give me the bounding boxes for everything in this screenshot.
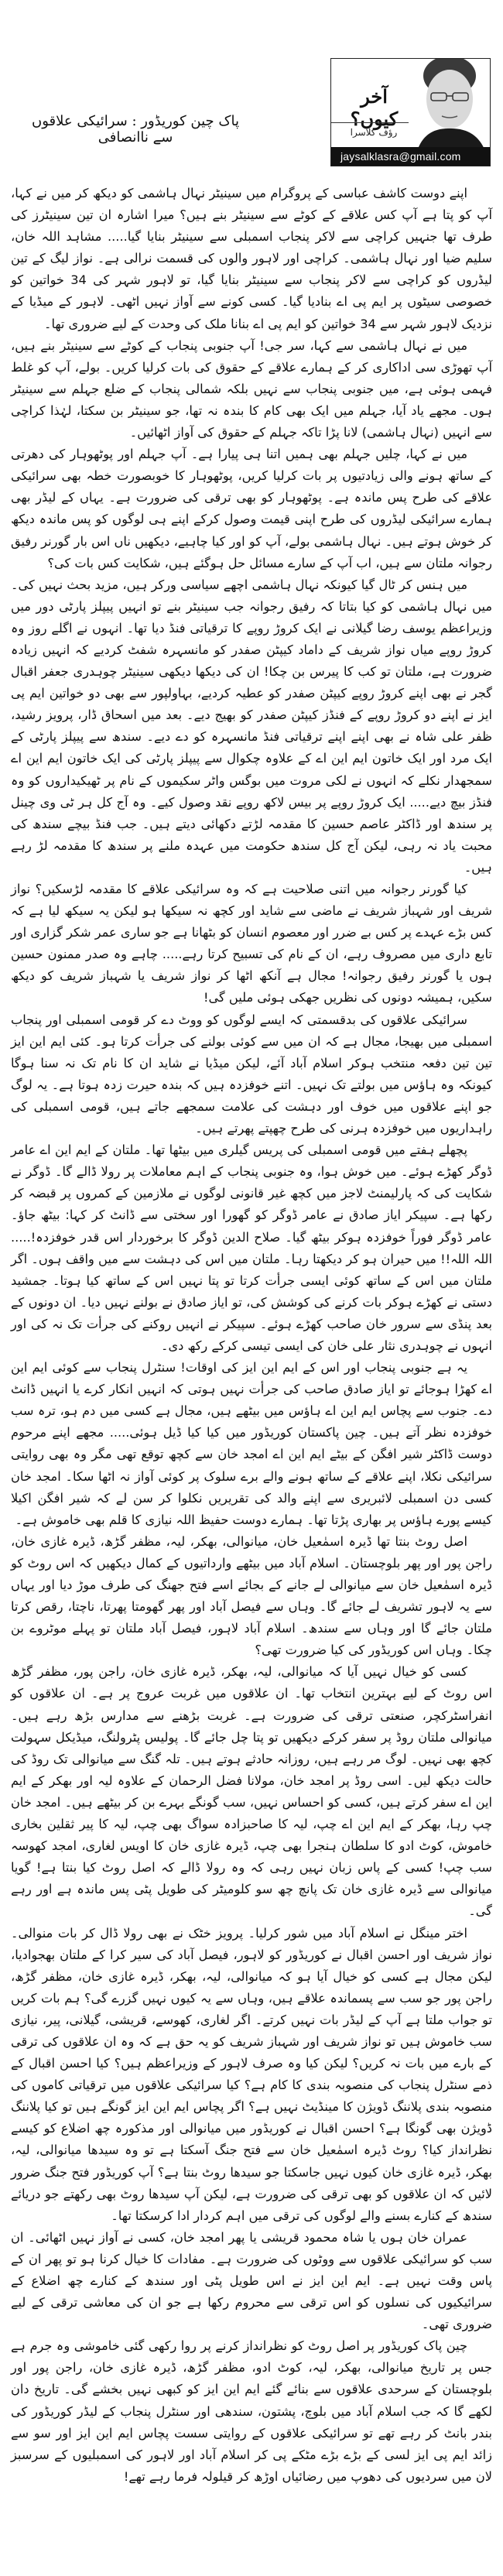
paragraph: سرائیکی علاقوں کی بدقسمتی کہ ایسے لوگوں کو ووٹ دے کر قومی اسمبلی اور پنجاب اسمبلی میں بھیجا، مجال ہے کہ ان میں سے کوئی بولنے کی جرأت کرتا ہو۔ کئی ایم این ایز تین تین دفعہ منتخب ہوکر اسلام آباد آئے، لیکن میڈیا نے شاید ان کا نام تک نہ سنا ہوگا کیونکہ وہ ہاؤس میں بولتے تک نہیں۔ اتنے خوفزدہ ہیں کہ بندہ حیرت زدہ ہوتا ہے۔ یہ لوگ جو اپنے علاقوں میں خوف اور دہشت کی علامت سمجھے جاتے ہیں، قومی اسمبلی کی راہداریوں میں خوفزدہ ہرنی کی طرح چھپتے پھرتے ہیں۔	[11, 1012, 492, 1136]
paragraph: میں ہنس کر ٹال گیا کیونکہ نہال ہاشمی اچھے سیاسی ورکر ہیں، مزید بحث نہیں کی۔ میں نہال ہاشمی کو کیا بتاتا کہ رفیق رجوانہ جب سینیٹر بنے تو انہیں پیپلز پارٹی دور میں وزیراعظم یوسف رضا گیلانی نے ایک کروڑ روپے کا ترقیاتی فنڈ دیا تھا۔ انہوں نے اگلے روز وہ کروڑ روپے میاں نواز شریف کے داماد کیپٹن صفدر کو مانسہرہ شفٹ کردیے کہ انہیں زیادہ ضرورت ہے، ملتان تو کب کا پیرس بن چکا! ان کی دیکھا دیکھی سینیٹر چوہدری جعفر اقبال گجر نے بھی اپنے کروڑ روپے کیپٹن صفدر کو عطیہ کردیے، بہاولپور سے بھی دو خواتین ایم پی ایز نے اپنے دو کروڑ روپے کے فنڈز کیپٹن صفدر کو بھیج دیے۔ بعد میں اسحاق ڈار، پرویز رشید، ظفر علی شاہ نے بھی اپنے اپنے ترقیاتی فنڈ مانسہرہ کو دے دیے۔ سندھ سے پیپلز پارٹی کے ایک مرد اور ایک خاتون ایم این اے کے علاوہ چکوال سے پیپلز پارٹی کی ایک خاتون ایم این اے سمجھدار نکلے کہ انہوں نے لکی مروت میں بوگس واٹر سکیموں کے نام پر ٹھیکیداروں کو وہ فنڈز بیچ دیے..... ایک کروڑ روپے پر بیس لاکھ روپے نقد وصول کیے۔ وہ آج کل ہر ٹی وی چینل پر سندھ اور ڈاکٹر عاصم حسین کا مقدمہ لڑتے دکھائی دیتے ہیں۔ جب فنڈ بیچے سندھ کی محبت یاد نہ رہی، لیکن آج کل سندھ حکومت میں عہدہ ملنے پر سندھ کا مقدمہ لڑ رہے ہیں۔	[11, 577, 492, 875]
column-header	[330, 58, 491, 166]
paragraph: کیا گورنر رجوانہ میں اتنی صلاحیت ہے کہ وہ سرائیکی علاقے کا مقدمہ لڑسکیں؟ نواز شریف اور شہباز شریف نے ماضی سے شاید اور کچھ نہ سیکھا ہو لیکن یہ سیکھ لیا ہے کہ کس بڑے عہدے پر کس بے ضرر اور معصوم انسان کو بٹھانا ہے جو ساری عمر شکر گزاری اور تابع داری میں مصروف رہے، ان کے نام کی تسبیح کرتا رہے..... چاہے وہ صدر ممنون حسین ہوں یا گورنر رفیق رجوانہ! مجال ہے آنکھ اٹھا کر نواز شریف یا شہباز شریف کو دیکھ سکیں، ہمیشہ دونوں کی نظریں جھکی ہوئی ملیں گی!	[11, 882, 492, 1005]
author-email: jaysalklasra@gmail.com	[331, 147, 490, 166]
paragraph: یہ ہے جنوبی پنجاب اور اس کے ایم این ایز کی اوقات! سنٹرل پنجاب سے کوئی ایم این اے کھڑا ہوجائے تو ایاز صادق صاحب کی جرأت نہیں ہوتی کہ انہیں انکار کرے یا انہیں ڈانٹ دے۔ جنوب سے پچاس ایم این اے ہاؤس میں بیٹھے ہیں، مجال ہے کسی میں دم ہو، ترہ سب خوفزدہ نظر آتے ہیں۔ چین پاکستان کوریڈور میں کیا کیا ڈیل ہوئی..... مجھے اپنے مرحوم دوست ڈاکٹر شیر افگن کے بیٹے ایم این اے امجد خان سے کچھ توقع تھی مگر وہ بھی روایتی سرائیکی نکلا، اپنے علاقے کے ساتھ ہونے والے برے سلوک پر کوئی آواز نہ اٹھا سکا۔ امجد خان کسی دن اسمبلی لائبریری سے اپنے والد کی تقریریں نکلوا کر سن لے کہ شیر افگن اکیلا کیسے پورے ہاؤس پر بھاری پڑتا تھا۔ ہمارے دوست حفیظ اللہ نیازی کا قلم بھی خاموش ہے۔	[11, 1360, 492, 1527]
divider	[331, 122, 409, 123]
paragraph: اختر مینگل نے اسلام آباد میں شور کرلیا۔ پرویز خٹک نے بھی رولا ڈال کر بات منوالی۔ نواز شریف اور احسن اقبال نے کوریڈور کو لاہور، فیصل آباد کی سیر کرا کے ملتان بھجوادیا، لیکن مجال ہے کسی کو خیال آیا ہو کہ میانوالی، لیہ، بھکر، ڈیرہ غازی خان، مظفر گڑھ، راجن پور جو سب سے پسماندہ علاقے ہیں، وہاں سے یہ کیوں نہیں گزرے گی؟ ہم بات کریں تو جواب ملتا ہے آپ کے لیڈر بات نہیں کرتے۔ اگر لغاری، کھوسے، قریشی، گیلانی، پیر، نیازی سب خاموش ہیں تو نواز شریف اور شہباز شریف کو یہ حق ہے کہ وہ ان علاقوں کی ترقی کے بارے میں بات نہ کریں؟ لیکن کیا وہ صرف لاہور کے وزیراعظم ہیں؟ کیا احسن اقبال کے ذمے سنٹرل پنجاب کی منصوبہ بندی کا کام ہے؟ کیا سرائیکی علاقوں میں ترقیاتی کاموں کی منصوبہ بندی پلاننگ ڈویژن کا مینڈیٹ نہیں ہے؟ اگر پچاس ایم این ایز گونگے ہیں تو کیا پلاننگ ڈویژن بھی گونگا ہے؟ احسن اقبال نے کوریڈور میں میانوالی اور مذکورہ چھ اضلاع کو کیسے نظرانداز کیا؟ روٹ ڈیرہ اسمٰعیل خان سے فتح جنگ آسکتا ہے تو وہ سیدھا میانوالی، لیہ، بھکر، ڈیرہ غازی خان کیوں نہیں جاسکتا جو سیدھا روٹ بنتا ہے؟ آپ کوریڈور فتح جنگ ضرور لائیں کہ ان علاقوں کو بھی ترقی کی ضرورت ہے، لیکن آپ سیدھا روٹ بھی رکھتے جو دریائے سندھ کے کنارے بسنے والے لوگوں کی ترقی میں اہم کردار ادا کرسکتا تھا۔	[11, 1925, 492, 2223]
paragraph: میں نے کہا، چلیں جہلم بھی ہمیں اتنا ہی پیارا ہے۔ آپ جہلم اور پوٹھوہار کی دھرتی کے ساتھ ہونے والی زیادتیوں پر بات کرلیا کریں، پوٹھوہار کا خوبصورت خطہ بھی سرائیکی علاقے کی طرح پس ماندہ ہے۔ پوٹھوہار کو بھی ترقی کی ضرورت ہے۔ یہاں کے لیڈر بھی ہمارے سرائیکی لیڈروں کی طرح اپنی قیمت وصول کرکے اپنے ہی لوگوں کو پس ماندہ دیکھ کر خوش ہوتے ہیں۔ نہال ہاشمی بولے، آپ کو اور کیا چاہیے، دیکھیں ناں اس بار گورنر رفیق رجوانہ ملتان سے ہیں، اب آپ کے سارے مسائل حل ہوگئے ہیں، شکایت کس بات کی؟	[11, 447, 492, 570]
paragraph: میں نے نہال ہاشمی سے کہا، سر جی! آپ جنوبی پنجاب کے کوٹے سے سینیٹر بنے ہیں، آپ تھوڑی سی اداکاری کر کے ہمارے علاقے کے حقوق کی بات کرلیا کریں۔ بولے، آپ کو غلط فہمی ہوئی ہے، میں جنوبی پنجاب سے نہیں بلکہ شمالی پنجاب کے ضلع جہلم سے سینیٹر ہوں۔ مجھے یاد آیا، جہلم میں ایک بھی کام کا بندہ نہ تھا، جو سینیٹر بن سکتا، لہٰذا کراچی سے انہیں (نہال ہاشمی) لانا پڑا تاکہ جہلم کے حقوق کی آواز اٹھائیں۔	[11, 337, 492, 440]
paragraph: کسی کو خیال نہیں آیا کہ میانوالی، لیہ، بھکر، ڈیرہ غازی خان، راجن پور، مظفر گڑھ اس روٹ کے لیے بہترین انتخاب تھا۔ ان علاقوں میں غربت عروج پر ہے۔ ان علاقوں کو انفراسٹرکچر، صنعتی ترقی کی ضرورت ہے۔ غربت بڑھنے سے مدارس بڑھ رہے ہیں۔ میانوالی ملتان روڈ پر سفر کرکے دیکھیں تو پتا چل جائے گا۔ پولیس پٹرولنگ، میڈیکل سہولت کچھ بھی نہیں۔ لوگ مر رہے ہیں، روزانہ حادثے ہوتے ہیں۔ تلہ گنگ سے میانوالی تک روڈ کی حالت دیکھ لیں۔ اسی روڈ پر امجد خان، مولانا فضل الرحمان کے علاوہ لیہ اور بھکر کے ایم این اے سفر کرتے ہیں، کسی کو احساس نہیں، سب گونگے بہرے بن کر بیٹھے ہیں۔ امجد خان چپ رہا، بھکر کے ایم این اے چپ، لیہ کا صاحبزادہ سواگ بھی چپ، لیہ کا پیر ثقلین بخاری خاموش، کوٹ ادو کا سلطان ہنجرا بھی چپ، ڈیرہ غازی خان کا اویس لغاری، امجد کھوسہ سب چپ! کسی کے پاس زبان نہیں رہی کہ وہ رولا ڈالے کہ اصل روٹ کیا بنتا ہے! گویا میانوالی سے ڈیرہ غازی خان تک پانچ چھ سو کلومیٹر کی طویل پٹی پس ماندہ ہے اور رہے گی۔	[11, 1664, 492, 1919]
author-name: رؤف کلاسرا	[350, 127, 398, 138]
author-portrait-icon	[409, 58, 487, 151]
paragraph: چین پاک کوریڈور پر اصل روٹ کو نظرانداز کرنے پر روا رکھی گئی خاموشی وہ جرم ہے جس پر تاریخ میانوالی، بھکر، لیہ، کوٹ ادو، مظفر گڑھ، ڈیرہ غازی خان، راجن پور اور بلوچستان کے سرحدی علاقوں سے بنائے گئے ایم این ایز کو کبھی نہیں بخشے گی۔ تاریخ دان لکھے گا کہ جب اسلام آباد میں بلوچ، پشتون، سندھی اور سنٹرل پنجاب کے لیڈر کوریڈور کی بندر بانٹ کر رہے تھے تو سرائیکی علاقوں کے روایتی سست پچاس ایم این ایز اور سو سے زائد ایم پی ایز لسی کے بڑے بڑے مٹکے پی کر اسلام آباد اور لاہور کی اسمبلیوں کے سرسبز لان میں سردیوں کی دھوپ میں رضائیاں اوڑھ کر قیلولہ فرما رہے تھے!	[11, 2338, 492, 2484]
article-title: پاک چین کوریڈور : سرائیکی علاقوں سے ناانصافی	[32, 113, 239, 146]
paragraph: اپنے دوست کاشف عباسی کے پروگرام میں سینیٹر نہال ہاشمی کو دیکھ کر میں نے کہا، آپ کو پتا ہے آپ کس علاقے کے کوٹے سے سینیٹر بنے ہیں؟ میرا اشارہ ان تین سینیٹرز کی طرف تھا جنہیں کراچی سے لاکر پنجاب اسمبلی سے سینیٹر بنایا گیا..... مشاہد اللہ خان، سلیم ضیا اور نہال ہاشمی۔ کراچی اور لاہور والوں کی قسمت نرالی ہے۔ نواز لیگ کے تین لیڈروں کو کراچی سے لاکر پنجاب سے سینیٹر بنایا گیا، تو لاہور شہر کی 34 خواتین کو خصوصی سیٹوں پر ایم پی اے بنادیا گیا۔ کسی کونے سے آواز نہیں اٹھی۔ لاہور کے میڈیا کے نزدیک لاہور شہر سے 34 خواتین کو ایم پی اے بنانا ملک کی وحدت کے لیے ضروری تھا۔	[11, 186, 492, 331]
paragraph: اصل روٹ بنتا تھا ڈیرہ اسمٰعیل خان، میانوالی، بھکر، لیہ، مظفر گڑھ، ڈیرہ غازی خان، راجن پور اور پھر بلوچستان۔ اسلام آباد میں بیٹھے وارداتیوں کے کمال دیکھیں کہ اس روٹ کو ڈیرہ اسمٰعیل خان سے میانوالی لے جانے کے بجائے اسے فتح جھنگ کی طرف موڑ دیا اور یہاں سے یہ لاہور تشریف لے جائے گا۔ وہاں سے فیصل آباد اور پھر گھومتا پھرتا، ناچتا، رقص کرتا ملتان جائے گا اور وہاں سے سندھ۔ اسلام آباد لاہور، فیصل آباد ملتان تو پہلے موٹروے بن چکا۔ وہاں اس کوریڈور کی کیا ضرورت تھی؟	[11, 1533, 492, 1658]
paragraph: عمران خان ہوں یا شاہ محمود قریشی یا پھر امجد خان، کسی نے آواز نہیں اٹھائی۔ ان سب کو سرائیکی علاقوں سے ووٹوں کی ضرورت ہے۔ مفادات کا خیال کرنا ہو تو پھر ان کے پاس وقت نہیں ہے۔ ایم این ایز نے اس طویل پٹی اور سندھ کے کنارے چھ اضلاع کے سرائیکیوں کی نسلوں کو اس ترقی سے محروم رکھا ہے جو ان کی معاشی ترقی کے لیے ضروری تھی۔	[11, 2229, 492, 2332]
article-body	[11, 183, 492, 2488]
paragraph: پچھلے ہفتے میں قومی اسمبلی کی پریس گیلری میں بیٹھا تھا۔ ملتان کے ایم این اے عامر ڈوگر کھڑے ہوئے۔ میں خوش ہوا، وہ جنوبی پنجاب کے اہم معاملات پر رولا ڈالے گا۔ ڈوگر نے شکایت کی کہ پارلیمنٹ لاجز میں کچھ غیر قانونی لوگوں نے ملازمین کے کمروں پر قبضہ کر رکھا ہے۔ سپیکر ایاز صادق نے عامر ڈوگر کو گھورا اور سختی سے ڈانٹ کر کہا: بیٹھ جاؤ۔ عامر ڈوگر فوراً خوفزدہ ہوکر بیٹھ گیا۔ صلاح الدین ڈوگر کا برخوردار اس قدر خوفزدہ!..... اللہ اللہ!! میں حیران ہو کر دیکھتا رہا۔ ملتان میں اس کی دہشت سے میں واقف ہوں۔ اگر ملتان میں اس کے ساتھ کوئی ایسی جرأت کرتا تو پتا نہیں اس کے ساتھ کیا ہوتا۔ جمشید دستی نے کھڑے ہوکر بات کرنے کی کوشش کی، تو ایاز صادق نے بولنے نہیں دیا۔ ان دونوں کے بعد پنڈی سے سرور خان صاحب کھڑے ہوئے۔ سپیکر نے انہیں روکنے کی جرأت تک نہ کی اور انہوں نے چوہدری نثار علی خان کی ایسی تیسی کرکے رکھ دی۔	[11, 1142, 492, 1353]
column-name: آخر کیوں؟	[350, 85, 399, 130]
